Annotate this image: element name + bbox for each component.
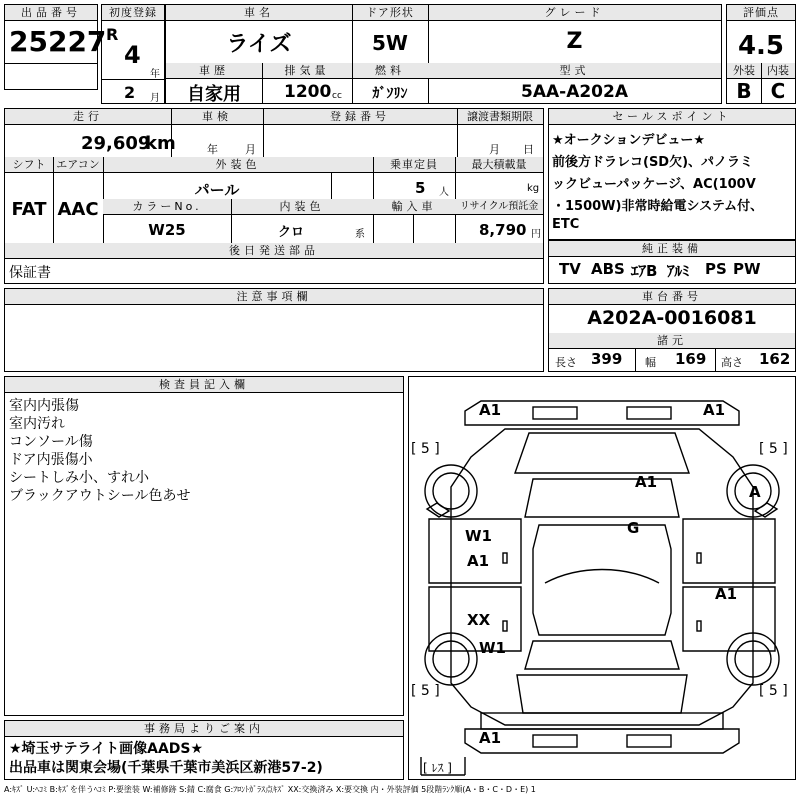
mileage-unit: km — [145, 133, 176, 154]
recycle-label: リサイクル預託金 — [455, 199, 543, 215]
equipment-box — [548, 240, 796, 284]
sales-point-box — [548, 108, 796, 240]
inspection-label: 車検 — [171, 109, 263, 125]
specs-box — [4, 108, 544, 284]
chassis-box — [548, 288, 796, 372]
office-notice-line: 出品車は関東会場(千葉県千葉市美浜区新港57-2) — [9, 760, 323, 776]
exterior-label: 外装 — [727, 63, 761, 79]
car-spec-header-box — [165, 4, 722, 104]
transfer-month: 月 — [489, 143, 500, 156]
registration-month: 2 — [124, 83, 136, 102]
ac-type: AAC — [57, 199, 99, 220]
overall-score: 4.5 — [737, 31, 785, 61]
damage-mark-front-bumper-right: A1 — [703, 401, 726, 419]
sales-line: ETC — [552, 217, 580, 232]
damage-mark-right-rear-door: A1 — [715, 585, 738, 603]
inspector-line: ブラックアウトシール色あせ — [9, 488, 191, 504]
color-no-label: カラーNo. — [103, 199, 231, 215]
width-label: 幅 — [645, 356, 656, 369]
displacement: 1200 — [284, 82, 332, 102]
transfer-day: 日 — [523, 143, 534, 156]
shift-label: シフト — [5, 157, 53, 173]
grade-label: グレード — [428, 5, 721, 21]
ac-label: エアコン — [53, 157, 103, 173]
inspector-line: 室内内張傷 — [9, 398, 79, 414]
dimensions-label: 諸元 — [549, 333, 795, 349]
mileage-label: 走行 — [5, 109, 171, 125]
inspector-line: コンソール傷 — [9, 434, 93, 450]
model-label: 型式 — [428, 63, 721, 79]
spare-tire-label: [ ﾚｽ ] — [423, 761, 452, 775]
inspector-line: ドア内張傷小 — [9, 452, 93, 468]
fuel-type: ｶﾞｿﾘﾝ — [372, 86, 408, 102]
damage-legend: A:ｷｽﾞ U:ﾍｺﾐ B:ｷｽﾞを伴うﾍｺﾐ P:要塗装 W:補修跡 S:錆 C:腐食 G:ﾌﾛﾝﾄｶﾞﾗｽ点ｷｽﾞ XX:交換済み X:要交換 内・外装評価 5段階ﾗﾝｸ順(A・B・C・D・E) 1 — [4, 785, 536, 794]
car-history: 自家用 — [187, 84, 241, 105]
tire-tread-left-front: [ 5 ] — [411, 441, 440, 457]
shift-type: FAT — [11, 199, 47, 220]
interior-color: クロ — [277, 225, 304, 240]
damage-mark-left-front-door-1: W1 — [465, 527, 492, 545]
equipment-item: ｱﾙﾐ — [667, 262, 690, 280]
displacement-unit: cc — [332, 91, 342, 101]
lot-number: 25227 — [9, 25, 107, 58]
interior-grade: C — [770, 79, 786, 103]
chassis-label: 車台番号 — [549, 289, 795, 305]
interior-color-unit: 系 — [355, 229, 365, 240]
mileage: 29,609 — [81, 133, 151, 154]
car-diagram — [409, 377, 795, 779]
equipment-item: ABS — [591, 260, 625, 278]
equipment-item: PS — [705, 260, 727, 278]
width: 169 — [675, 350, 707, 368]
year-unit: 年 — [150, 69, 160, 80]
max-load-label: 最大積載量 — [455, 157, 543, 173]
exterior-color: パール — [194, 181, 240, 199]
import-label: 輸入車 — [373, 199, 455, 215]
capacity: 5 — [415, 179, 426, 197]
load-unit: kg — [527, 183, 540, 194]
office-notice-box — [4, 720, 404, 780]
color-label: 外装色 — [103, 157, 373, 173]
first-registration-box — [101, 4, 165, 104]
equipment-item: PW — [733, 260, 761, 278]
interior-label: 内装 — [761, 63, 795, 79]
interior-color-label: 内装色 — [231, 199, 373, 215]
lot-number-box — [4, 4, 107, 90]
recycle-unit: 円 — [531, 229, 541, 240]
office-notice-line: ★埼玉サテライト画像AADS★ — [9, 741, 204, 757]
equipment-item: ｴｱB — [631, 262, 658, 280]
damage-diagram-box — [408, 376, 796, 780]
tire-tread-right-front: [ 5 ] — [759, 441, 788, 457]
tire-tread-left-rear: [ 5 ] — [411, 683, 440, 699]
fuel-label: 燃料 — [352, 63, 428, 79]
car-name: ライズ — [226, 32, 292, 57]
later-parts: 保証書 — [9, 265, 51, 281]
registration-year: 4 — [124, 41, 141, 69]
score-box — [726, 4, 796, 104]
month-unit: 月 — [150, 93, 160, 104]
damage-mark-windshield: G — [627, 519, 640, 537]
damage-mark-left-front-door-2: A1 — [467, 552, 490, 570]
capacity-label: 乗車定員 — [373, 157, 455, 173]
inspector-box — [4, 376, 404, 716]
recycle-fee: 8,790 — [479, 221, 527, 239]
inspection-year: 年 — [207, 143, 218, 156]
inspector-line: シートしみ小、すれ小 — [9, 470, 149, 486]
equipment-item: TV — [559, 260, 581, 278]
damage-mark-left-rear-fender: W1 — [479, 639, 506, 657]
color-number: W25 — [148, 221, 186, 239]
damage-mark-left-rear-door: XX — [467, 611, 491, 629]
length-label: 長さ — [555, 356, 577, 369]
length: 399 — [591, 350, 623, 368]
score-label: 評価点 — [727, 5, 795, 21]
notes-box — [4, 288, 544, 372]
damage-mark-right-front-wheel: A — [749, 483, 761, 501]
displacement-label: 排気量 — [262, 63, 352, 79]
capacity-unit: 人 — [439, 187, 449, 198]
grade: Z — [566, 29, 583, 54]
model-code: 5AA-A202A — [521, 82, 628, 102]
era: R — [106, 25, 119, 44]
history-label: 車歴 — [166, 63, 262, 79]
transfer-deadline-label: 譲渡書類期限 — [457, 109, 543, 125]
reg-number-label: 登録番号 — [263, 109, 457, 125]
lot-number-label: 出品番号 — [5, 5, 97, 21]
notes-label: 注意事項欄 — [5, 289, 543, 305]
damage-mark-front-bumper-left: A1 — [479, 401, 502, 419]
later-parts-label: 後日発送部品 — [5, 243, 543, 259]
sales-line: ックビューパッケージ、AC(100V — [552, 177, 756, 192]
inspector-label: 検査員記入欄 — [5, 377, 403, 393]
door-type: 5W — [372, 31, 408, 55]
sales-point-label: セールスポイント — [549, 109, 795, 125]
height: 162 — [759, 350, 791, 368]
inspection-month: 月 — [245, 143, 256, 156]
sales-line: ★オークションデビュー★ — [552, 133, 706, 148]
height-label: 高さ — [721, 356, 743, 369]
office-notice-label: 事務局よりご案内 — [5, 721, 403, 737]
chassis-number: A202A-0016081 — [587, 307, 757, 329]
car-name-label: 車名 — [166, 5, 352, 21]
sales-line: 前後方ドラレコ(SD欠)、パノラミ — [552, 155, 754, 170]
first-registration-label: 初度登録 — [102, 5, 164, 21]
equipment-label: 純正装備 — [549, 241, 795, 257]
damage-mark-rear-bumper: A1 — [479, 729, 502, 747]
exterior-grade: B — [736, 79, 752, 103]
inspector-line: 室内汚れ — [9, 416, 65, 432]
sales-line: ・1500W)非常時給電システム付、 — [552, 199, 764, 214]
tire-tread-right-rear: [ 5 ] — [759, 683, 788, 699]
damage-mark-hood: A1 — [635, 473, 658, 491]
door-label: ドア形状 — [352, 5, 428, 21]
